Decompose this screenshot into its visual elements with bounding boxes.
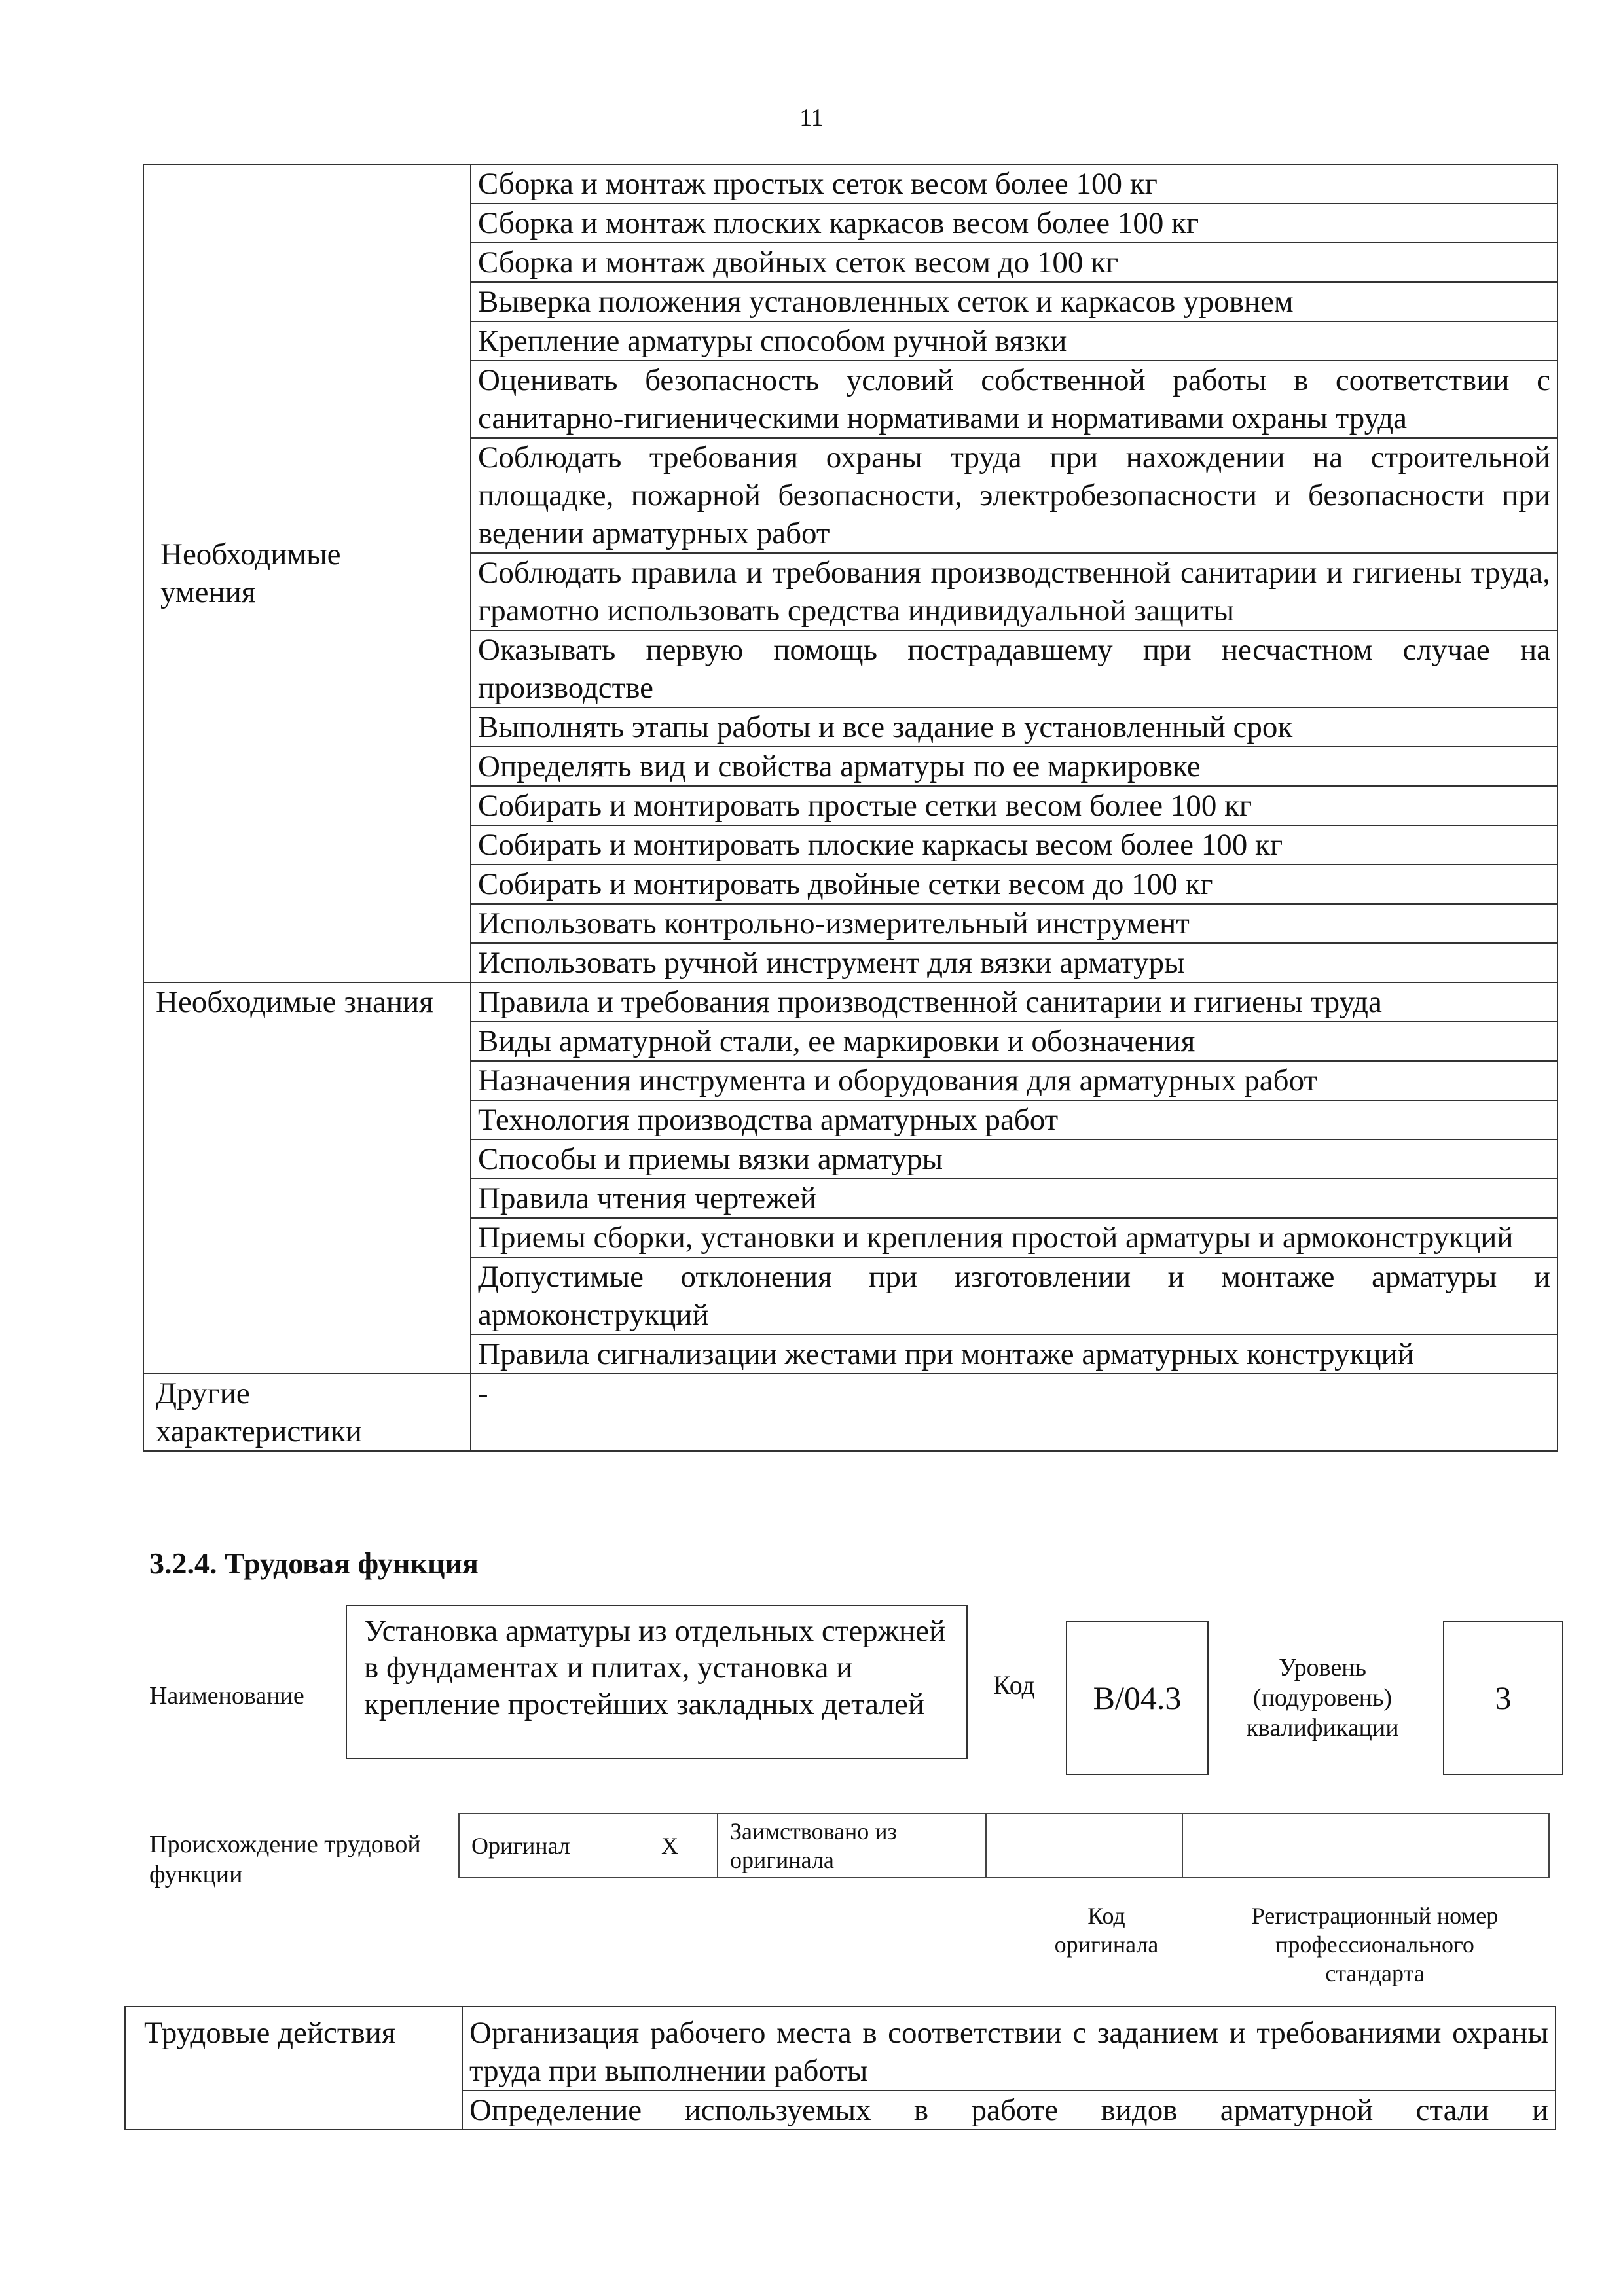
knowledge-item: Правила сигнализации жестами при монтаже арматурных конструкций <box>471 1335 1558 1374</box>
original-code-cell <box>986 1814 1182 1878</box>
name-label: Наименование <box>149 1682 304 1710</box>
code-label: Код <box>993 1670 1035 1700</box>
knowledge-item: Приемы сборки, установки и крепления простой арматуры и армоконструкций <box>471 1218 1558 1257</box>
skill-item: Сборка и монтаж простых сеток весом более 100 кг <box>471 164 1558 204</box>
actions-label: Трудовые действия <box>125 2007 462 2130</box>
skill-item: Собирать и монтировать плоские каркасы весом более 100 кг <box>471 825 1558 865</box>
origin-label-line1: Происхождение трудовой <box>149 1831 421 1858</box>
level-label-line3: квалификации <box>1246 1714 1399 1742</box>
skill-item: Оказывать первую помощь пострадавшему при несчастном случае на производстве <box>471 630 1558 708</box>
skill-item: Выполнять этапы работы и все задание в установленный срок <box>471 708 1558 747</box>
action-item: Организация рабочего места в соответствии с заданием и требованиями охраны труда при выполнении работы <box>462 2007 1556 2090</box>
level-label-line1: Уровень <box>1279 1654 1366 1681</box>
skill-item: Сборка и монтаж двойных сеток весом до 100 кг <box>471 243 1558 282</box>
skill-item: Сборка и монтаж плоских каркасов весом более 100 кг <box>471 204 1558 243</box>
caption-code-line2: оригинала <box>1054 1931 1159 1958</box>
other-label-line1: Другие <box>156 1376 250 1410</box>
borrowed-label <box>718 1814 986 1878</box>
other-value: - <box>471 1374 1558 1451</box>
function-name-value: Установка арматуры из отдельных стержней в фундаментах и плитах, установка и крепление простейших закладных деталей <box>364 1614 946 1721</box>
level-box <box>1443 1621 1563 1775</box>
knowledge-label: Необходимые знания <box>143 982 471 1374</box>
knowledge-row <box>143 982 1558 1022</box>
other-row <box>143 1374 1558 1451</box>
skill-item: Соблюдать требования охраны труда при нахождении на строительной площадке, пожарной безопасности, электробезопасности и безопасности при ведении арматурных работ <box>471 438 1558 553</box>
caption-reg-line2: профессионального <box>1275 1931 1474 1958</box>
requirements-table <box>143 164 1558 1452</box>
action-item: Определение используемых в работе видов арматурной стали и <box>462 2090 1556 2130</box>
skills-label-cell <box>143 164 471 982</box>
knowledge-item: Технология производства арматурных работ <box>471 1100 1558 1139</box>
skill-item: Определять вид и свойства арматуры по ее маркировке <box>471 747 1558 786</box>
level-label <box>1231 1653 1414 1743</box>
knowledge-item: Правила и требования производственной санитарии и гигиены труда <box>471 982 1558 1022</box>
caption-code-line1: Код <box>1087 1903 1125 1929</box>
borrowed-label-line1: Заимствовано из <box>730 1818 897 1844</box>
caption-reg-line1: Регистрационный номер <box>1251 1903 1499 1929</box>
skill-item: Выверка положения установленных сеток и каркасов уровнем <box>471 282 1558 321</box>
origin-label <box>149 1829 421 1890</box>
skills-label-line1: Необходимые <box>160 537 341 571</box>
knowledge-item: Способы и приемы вязки арматуры <box>471 1139 1558 1179</box>
origin-label-line2: функции <box>149 1861 243 1888</box>
skills-row <box>143 164 1558 204</box>
knowledge-item: Назначения инструмента и оборудования для арматурных работ <box>471 1061 1558 1100</box>
other-label-cell <box>143 1374 471 1451</box>
actions-table <box>124 2006 1556 2130</box>
skill-item: Соблюдать правила и требования производственной санитарии и гигиены труда, грамотно использовать средства индивидуальной защиты <box>471 553 1558 630</box>
skill-item: Оценивать безопасность условий собственной работы в соответствии с санитарно-гигиеническими нормативами и нормативами охраны труда <box>471 361 1558 438</box>
borrowed-label-line2: оригинала <box>730 1847 834 1873</box>
skill-item: Крепление арматуры способом ручной вязки <box>471 321 1558 361</box>
original-mark: X <box>623 1814 718 1878</box>
knowledge-item: Допустимые отклонения при изготовлении и монтаже арматуры и армоконструкций <box>471 1257 1558 1335</box>
skills-label-line2: умения <box>160 575 256 609</box>
function-name-box <box>346 1605 968 1759</box>
other-label-line2: характеристики <box>156 1414 362 1448</box>
code-box <box>1066 1621 1209 1775</box>
registration-number-cell <box>1182 1814 1549 1878</box>
skill-item: Собирать и монтировать простые сетки весом более 100 кг <box>471 786 1558 825</box>
page-number: 11 <box>799 104 824 132</box>
original-label: Оригинал <box>459 1814 623 1878</box>
skill-item: Использовать контрольно-измерительный инструмент <box>471 904 1558 943</box>
caption-reg-line3: стандарта <box>1325 1960 1425 1986</box>
knowledge-item: Правила чтения чертежей <box>471 1179 1558 1218</box>
caption-code <box>1021 1901 1192 1959</box>
skill-item: Использовать ручной инструмент для вязки арматуры <box>471 943 1558 982</box>
level-label-line2: (подуровень) <box>1252 1684 1393 1712</box>
knowledge-item: Виды арматурной стали, ее маркировки и обозначения <box>471 1022 1558 1061</box>
code-value: B/04.3 <box>1093 1679 1182 1716</box>
section-title: 3.2.4. Трудовая функция <box>149 1547 479 1580</box>
level-value: 3 <box>1495 1679 1512 1716</box>
caption-registration <box>1211 1901 1539 1988</box>
origin-table <box>458 1813 1550 1878</box>
skill-item: Собирать и монтировать двойные сетки весом до 100 кг <box>471 865 1558 904</box>
